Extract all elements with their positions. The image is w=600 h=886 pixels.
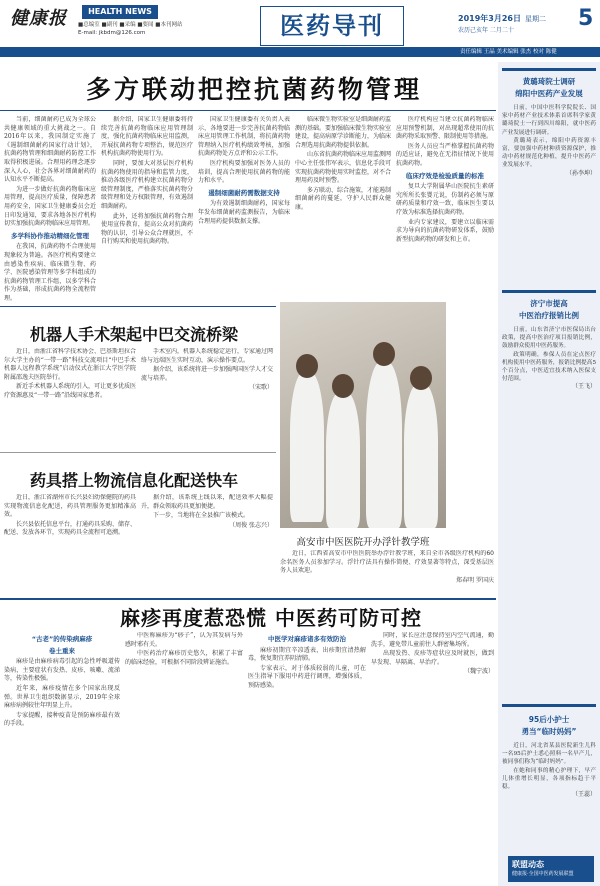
robot-author: （宋歌） [248,384,273,392]
robot-paragraph: 新近手术机器人系统的引入，可让更多优质医疗资源惠及“一带一路”沿线国家患者。 [4,383,136,399]
measles-paragraph: 专家提醒，接种疫苗是预防麻疹最有效的手段。 [4,711,120,728]
robot-paragraph: 手术室内，机器人系统稳定运行，专家通过网络与远端医生实时互动，演示操作要点。 [141,348,273,364]
news-photo [280,302,446,528]
contact-line: ■总编室 ■副刊 ■采编 ■要闻 ■本刊网站 [78,22,183,28]
section-title: 医药导刊 [280,11,384,40]
lead-paragraph: 同时，要加大对基层医疗机构抗菌药物使用的指导和监管力度，推动各级医疗机构建立抗菌药物分级管理制度，严格落实抗菌药物分级管理和处方权限管理，有效遏制细菌耐药。 [101,159,193,210]
lead-paragraph: 在我国，抗菌药物不合理使用现象较为普遍。各医疗机构要建立由感染性疾病、临床微生物、药学、医院感染管理等多学科组成的抗菌药物管理工作组，以多学科合作为基础，形成抗菌药物全流程管理。 [4,243,96,302]
logistics-paragraph: 近日，浙江省湖州市长兴县妇幼保健院的药具实现物流信息化配送，药具管理服务更加精准高效。 [4,494,136,519]
measles-author: （魏宁波） [463,668,494,676]
lead-paragraph: 此外，还将加强抗菌药物合理使用宣传教育，提高公众对抗菌药物的认识，引导公众合理就医，不自行购买和使用抗菌药物。 [101,212,193,246]
issue-weekday: 星期二 [524,15,546,23]
logistics-column-1 [4,494,136,602]
alliance-footer-title: 联盟动态 [512,860,544,869]
lead-column-2 [101,116,193,302]
measles-column-3 [248,632,366,882]
sidebar-item-3-author: （王蕊） [571,791,596,799]
robot-paragraph: 据介绍，该系统将进一步加强两国医学人才交流与培养。 [141,366,273,382]
photo-figure [404,384,438,528]
measles-divider [0,598,496,600]
sidebar-item-2-title-2: 中医治疗报销比例 [519,311,579,320]
photo-figure-head [373,342,395,366]
issue-date-line [458,6,586,25]
header-bar [0,47,600,57]
page-number: 5 [578,6,594,31]
sidebar-item-1-author: （孙李坤） [565,169,596,177]
alliance-footer [508,856,594,882]
lead-paragraph: 国家卫生健康委有关负责人表示，各地要进一步完善抗菌药物临床应用管理工作机制，将抗菌药物管理纳入医疗机构绩效考核，加强抗菌药物处方点评和公示工作。 [198,116,290,158]
photo-figure-head [410,366,432,390]
lead-subheading-3: 临床疗效是检验质量的标准 [406,171,484,180]
measles-headline: 麻疹再度惹恐慌 中医药可防可控 [120,606,422,630]
robot-paragraph: 近日，由浙江省科学技术协会、巴基斯坦拉合尔大学主办的“一带一路”科技交流项目“中巴手术机器人远程教学系统”启动仪式在浙江大学医学院附属邵逸夫医院举行。 [4,348,136,381]
right-sidebar [498,62,600,886]
lead-paragraph: 医疗机构应当建立抗菌药物临床应用预警机制，对出现超常使用的抗菌药物采取预警、限制使用等措施。 [396,116,494,141]
sidebar-paragraph: 黄璐琦表示，绵阳中药资源丰富，要加强中药材种质资源保护，推动中药材规范化种植，提升中医药产业发展水平。 [502,137,596,169]
lead-paragraph: 医务人员应当严格掌握抗菌药物的适应证，避免在无指征情况下使用抗菌药物。 [396,142,494,167]
issue-info [458,6,586,34]
logistics-column-2 [141,494,273,602]
photo-figure [326,392,360,528]
measles-paragraph: 麻疹初期宜辛凉透表，出疹期宜清热解毒，恢复期宜养阴清肺。 [248,646,366,663]
measles-paragraph: 麻疹是由麻疹病毒引起的急性呼吸道传染病，主要症状有发热、皮疹、咳嗽、流涕等，传染性极强。 [4,658,120,683]
sidebar-item-2-title: 济宁市提高 [530,299,568,308]
photo-figure-head [296,354,318,378]
sidebar-item-2-author: （王飞） [571,383,596,391]
section-title-box [260,6,404,46]
photo-caption: 高安市中医医院开办浮针教学班 [296,537,430,548]
photo-figure [366,362,402,528]
robot-headline: 机器人手术架起中巴交流桥梁 [30,325,239,344]
lead-column-5 [396,116,494,302]
lead-subheading-2: 遏制细菌耐药需数据支持 [208,188,280,197]
lead-subheading-1: 多学科协作推动精细化管理 [11,231,89,240]
lead-paragraph: 为进一步做好抗菌药物临床应用管理，提高医疗质量，保障患者用药安全，国家卫生健康委员会近日印发通知，要求各地各医疗机构切实加强抗菌药物临床应用管理。 [4,185,96,228]
sidebar-paragraph: 日前，中国中医科学院院长、国家中药材产业技术体系首席科学家黄璐琦院士一行到四川绵阳，就中医药产业发展进行调研。 [502,105,596,136]
robot-column-1 [4,348,136,448]
lead-paragraph: 山东省抗菌药物临床应用监测网中心主任张伟军表示，信息化手段可实现抗菌药物使用实时监控，对不合理用药及时预警。 [295,151,391,185]
sidebar-decoration [502,704,596,707]
newspaper-logo: 健康报 [10,8,67,29]
issue-date: 2019年3月26日 [458,14,521,23]
measles-kicker-2: 卷土重来 [49,646,75,655]
sidebar-item-1-title-2: 绵阳中医药产业发展 [515,89,583,98]
photo-description-text: 近日，江西省高安市中医医院举办浮针教学班，来自全市各级医疗机构的60余名医务人员参加学习。浮针疗法具有操作简便、疗效显著等特点，深受基层医务人员欢迎。 [280,550,494,575]
robot-column-2 [141,348,273,448]
lead-paragraph: 为有效遏制细菌耐药，国家每年发布细菌耐药监测报告，为临床合理用药提供数据支撑。 [198,200,290,225]
sidebar-decoration [502,290,596,293]
lead-divider [0,110,496,111]
measles-kicker: “古老”的传染病麻疹 [31,635,93,643]
contact-info [78,21,228,37]
measles-subheading: 中医学对麻疹诸多有效防治 [268,635,346,643]
measles-column-2 [125,632,243,882]
lead-paragraph: 医疗机构要加强对医务人员的培训，提高合理使用抗菌药物的能力和水平。 [198,159,290,185]
sidebar-item-1-body [502,104,596,284]
photo-figure-head [332,374,354,398]
sidebar-decoration [502,68,596,71]
logistics-paragraph: 长兴县依托信息平台，打通药具采购、储存、配送、发放各环节，实现药具全流程可追溯。 [4,520,136,537]
sidebar-item-2-body [502,326,596,700]
lead-paragraph: 多方联动、综合施策，才能遏制细菌耐药的蔓延，守护人民群众健康。 [295,186,391,211]
contact-email: E-mail: jkbdm@126.com [78,30,146,36]
lead-column-3 [198,116,290,302]
issue-lunar-date: 农历己亥年 二月二十 [458,27,514,34]
photo-figure [290,372,324,522]
masthead [0,0,600,62]
lead-headline: 多方联动把控抗菌药物管理 [86,75,423,104]
logistics-headline: 药具搭上物流信息化配送快车 [30,471,239,490]
measles-paragraph: 专家表示，对于体质较弱的儿童，可在医生指导下服用中药进行调理，增强体质，预防感染。 [248,664,366,689]
measles-column-1 [4,632,120,882]
logistics-paragraph: 据介绍，该系统上线以来，配送效率大幅提升，群众领取药具更加便捷。 [141,494,273,510]
sidebar-paragraph: 日前，山东省济宁市医保局出台政策，提高中医治疗项目报销比例，鼓励群众使用中医药服务。 [502,327,596,350]
lead-paragraph: 当前，细菌耐药已成为全球公共健康领域的重大挑战之一。自2016年以来，我国制定实施了《遏制细菌耐药国家行动计划》，抗菌药物管理和细菌耐药防控工作取得积极进展。合理用药理念逐步深入人心，社会各界对细菌耐药的认知水平不断提高。 [4,116,96,184]
logistics-divider [0,452,276,453]
editor-credits: 责任编辑 王晶 美术编辑 张杰 校对 陈健 [460,49,557,55]
logistics-author: （周俊 张志兴） [229,521,273,529]
sidebar-item-3-title-2: 勇当“临时妈妈” [521,727,577,736]
measles-paragraph: 出现发热、皮疹等症状应及时就医，做到早发现、早隔离、早治疗。 [371,650,494,666]
measles-paragraph: 近年来，麻疹疫情在多个国家出现反弹。世界卫生组织数据显示，2019年全球麻疹病例较往年明显上升。 [4,684,120,710]
measles-paragraph: 同时，家长应注意保持室内空气流通，勤洗手，避免带儿童前往人群密集场所。 [371,632,494,648]
sidebar-paragraph: 近日，河北省某县医院新生儿科一名95后护士悉心照料一名早产儿，被同事们称为“临时妈妈”。 [502,743,596,766]
lead-paragraph: 临床微生物实验室是细菌耐药监测的基础。要加强临床微生物实验室建设，提高病原学诊断能力，为临床合理选用抗菌药物提供依据。 [295,116,391,149]
logistics-paragraph: 下一步，当地将在全县推广该模式。 [153,512,250,520]
sidebar-item-3-body [502,742,596,852]
photo-author: 郑春明 罗国庆 [456,576,494,584]
measles-paragraph: 中医药治疗麻疹历史悠久，积累了丰富的临床经验，可根据不同阶段辨证施治。 [125,650,243,666]
robot-divider [0,306,276,307]
sidebar-paragraph: 政策明确，参保人员在定点医疗机构使用中医药服务，报销比例提高5个百分点，中医适宜技术纳入医保支付范围。 [502,351,596,383]
sidebar-item-3-title: 95后小护士 [528,715,570,724]
measles-column-4 [371,632,494,882]
lead-paragraph: 据介绍，国家卫生健康委将持续完善抗菌药物临床应用管理制度，强化抗菌药物临床应用监测，开展抗菌药物专项整治，规范医疗机构抗菌药物使用行为。 [101,116,193,158]
lead-column-4 [295,116,391,302]
measles-paragraph: 中医称麻疹为“痧子”，认为其发病与外感时邪有关。 [125,632,243,648]
lead-column-1 [4,116,96,302]
sidebar-item-1-title: 黄璐琦院士调研 [522,77,576,86]
alliance-footer-subtitle: 健康报·全国中医药发展联盟 [512,871,574,877]
lead-paragraph: 复旦大学附属华山医院抗生素研究所所长张婴元说，仿制药必须与原研药质量和疗效一致，临床医生要以疗效为标准选择抗菌药物。 [396,183,494,216]
brand-tag: HEALTH NEWS [82,5,158,19]
sidebar-paragraph: 在她和同事的精心护理下，早产儿体重增长明显，各项指标趋于平稳。 [502,767,596,791]
lead-paragraph: 业内专家建议，要建立以临床需求为导向的抗菌药物研发体系，鼓励新型抗菌药物的研发和上市。 [396,218,494,243]
